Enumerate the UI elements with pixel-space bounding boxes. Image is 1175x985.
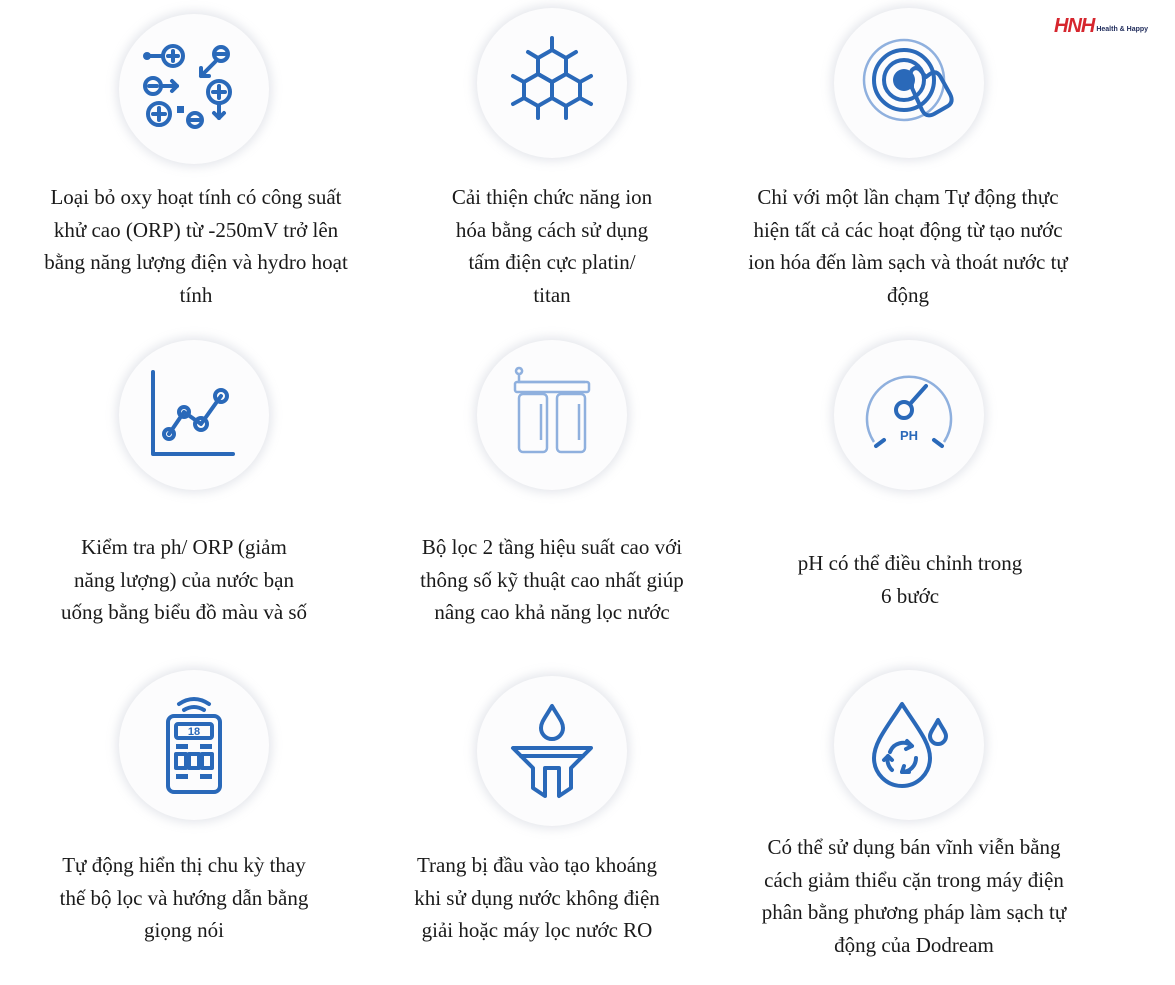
caption-line: 6 bước <box>880 583 940 608</box>
water-funnel-icon <box>477 676 627 826</box>
brand-mark: HNH <box>1054 15 1095 37</box>
caption-line: Có thể sử dụng bán vĩnh viễn bằng <box>767 835 1061 859</box>
ion-molecules-icon <box>119 14 269 164</box>
caption-line: hóa bằng cách sử dụng <box>455 217 649 242</box>
caption-line: hiện tất cả các hoạt động từ tạo nước <box>753 217 1063 242</box>
water-drop-recycle-icon <box>834 670 984 820</box>
caption-line: khi sử dụng nước không điện <box>414 885 660 910</box>
caption-line: thế bộ lọc và hướng dẫn bằng <box>59 885 309 910</box>
brand-logo <box>1054 10 1148 36</box>
feature-caption <box>712 181 1104 311</box>
caption-line: động <box>887 282 929 307</box>
feature-caption <box>718 831 1110 961</box>
caption-line: tính <box>179 282 213 307</box>
caption-line: ion hóa đến làm sạch và thoát nước tự <box>748 250 1068 274</box>
caption-line: phân bằng phương pháp làm sạch tự <box>761 900 1067 924</box>
caption-line: khử cao (ORP) từ -250mV trở lên <box>53 217 339 242</box>
caption-line: nâng cao khả năng lọc nước <box>434 600 670 624</box>
feature-caption <box>341 849 733 947</box>
remote-display-icon <box>119 670 269 820</box>
line-chart-icon <box>119 340 269 490</box>
feature-caption <box>0 181 392 311</box>
ph-gauge-icon <box>834 340 984 490</box>
caption-line: giọng nói <box>144 918 224 942</box>
caption-line: động của Dodream <box>834 932 994 957</box>
caption-line: Cải thiện chức năng ion <box>451 185 653 209</box>
caption-line: Chỉ với một lần chạm Tự động thực <box>757 185 1059 209</box>
touch-button-icon <box>834 8 984 158</box>
caption-line: Bộ lọc 2 tầng hiệu suất cao với <box>421 535 683 559</box>
brand-tagline: Health & Happy <box>1096 26 1149 33</box>
caption-line: Tự động hiển thị chu kỳ thay <box>62 853 306 877</box>
caption-line: bằng năng lượng điện và hydro hoạt <box>44 250 348 274</box>
feature-caption <box>714 547 1106 612</box>
caption-line: Loại bỏ oxy hoạt tính có công suất <box>50 185 342 209</box>
caption-line: uống bằng biểu đồ màu và số <box>60 600 308 624</box>
gauge-label: PH <box>899 428 919 443</box>
hexagon-molecule-icon <box>477 8 627 158</box>
caption-line: titan <box>533 282 571 307</box>
caption-line: tấm điện cực platin/ <box>468 250 636 274</box>
caption-line: cách giảm thiểu cặn trong máy điện <box>764 867 1064 892</box>
feature-caption <box>356 531 748 629</box>
caption-line: năng lượng) của nước bạn <box>74 567 294 592</box>
display-value: 18 <box>187 726 201 738</box>
caption-line: Trang bị đầu vào tạo khoáng <box>416 853 658 877</box>
feature-caption <box>356 181 748 311</box>
caption-line: giải hoặc máy lọc nước RO <box>421 918 653 942</box>
caption-line: Kiểm tra ph/ ORP (giảm <box>81 535 287 559</box>
filter-cartridges-icon <box>477 340 627 490</box>
feature-caption <box>0 849 380 947</box>
feature-caption <box>0 531 380 629</box>
caption-line: pH có thể điều chỉnh trong <box>797 551 1023 575</box>
caption-line: thông số kỹ thuật cao nhất giúp <box>420 567 684 592</box>
